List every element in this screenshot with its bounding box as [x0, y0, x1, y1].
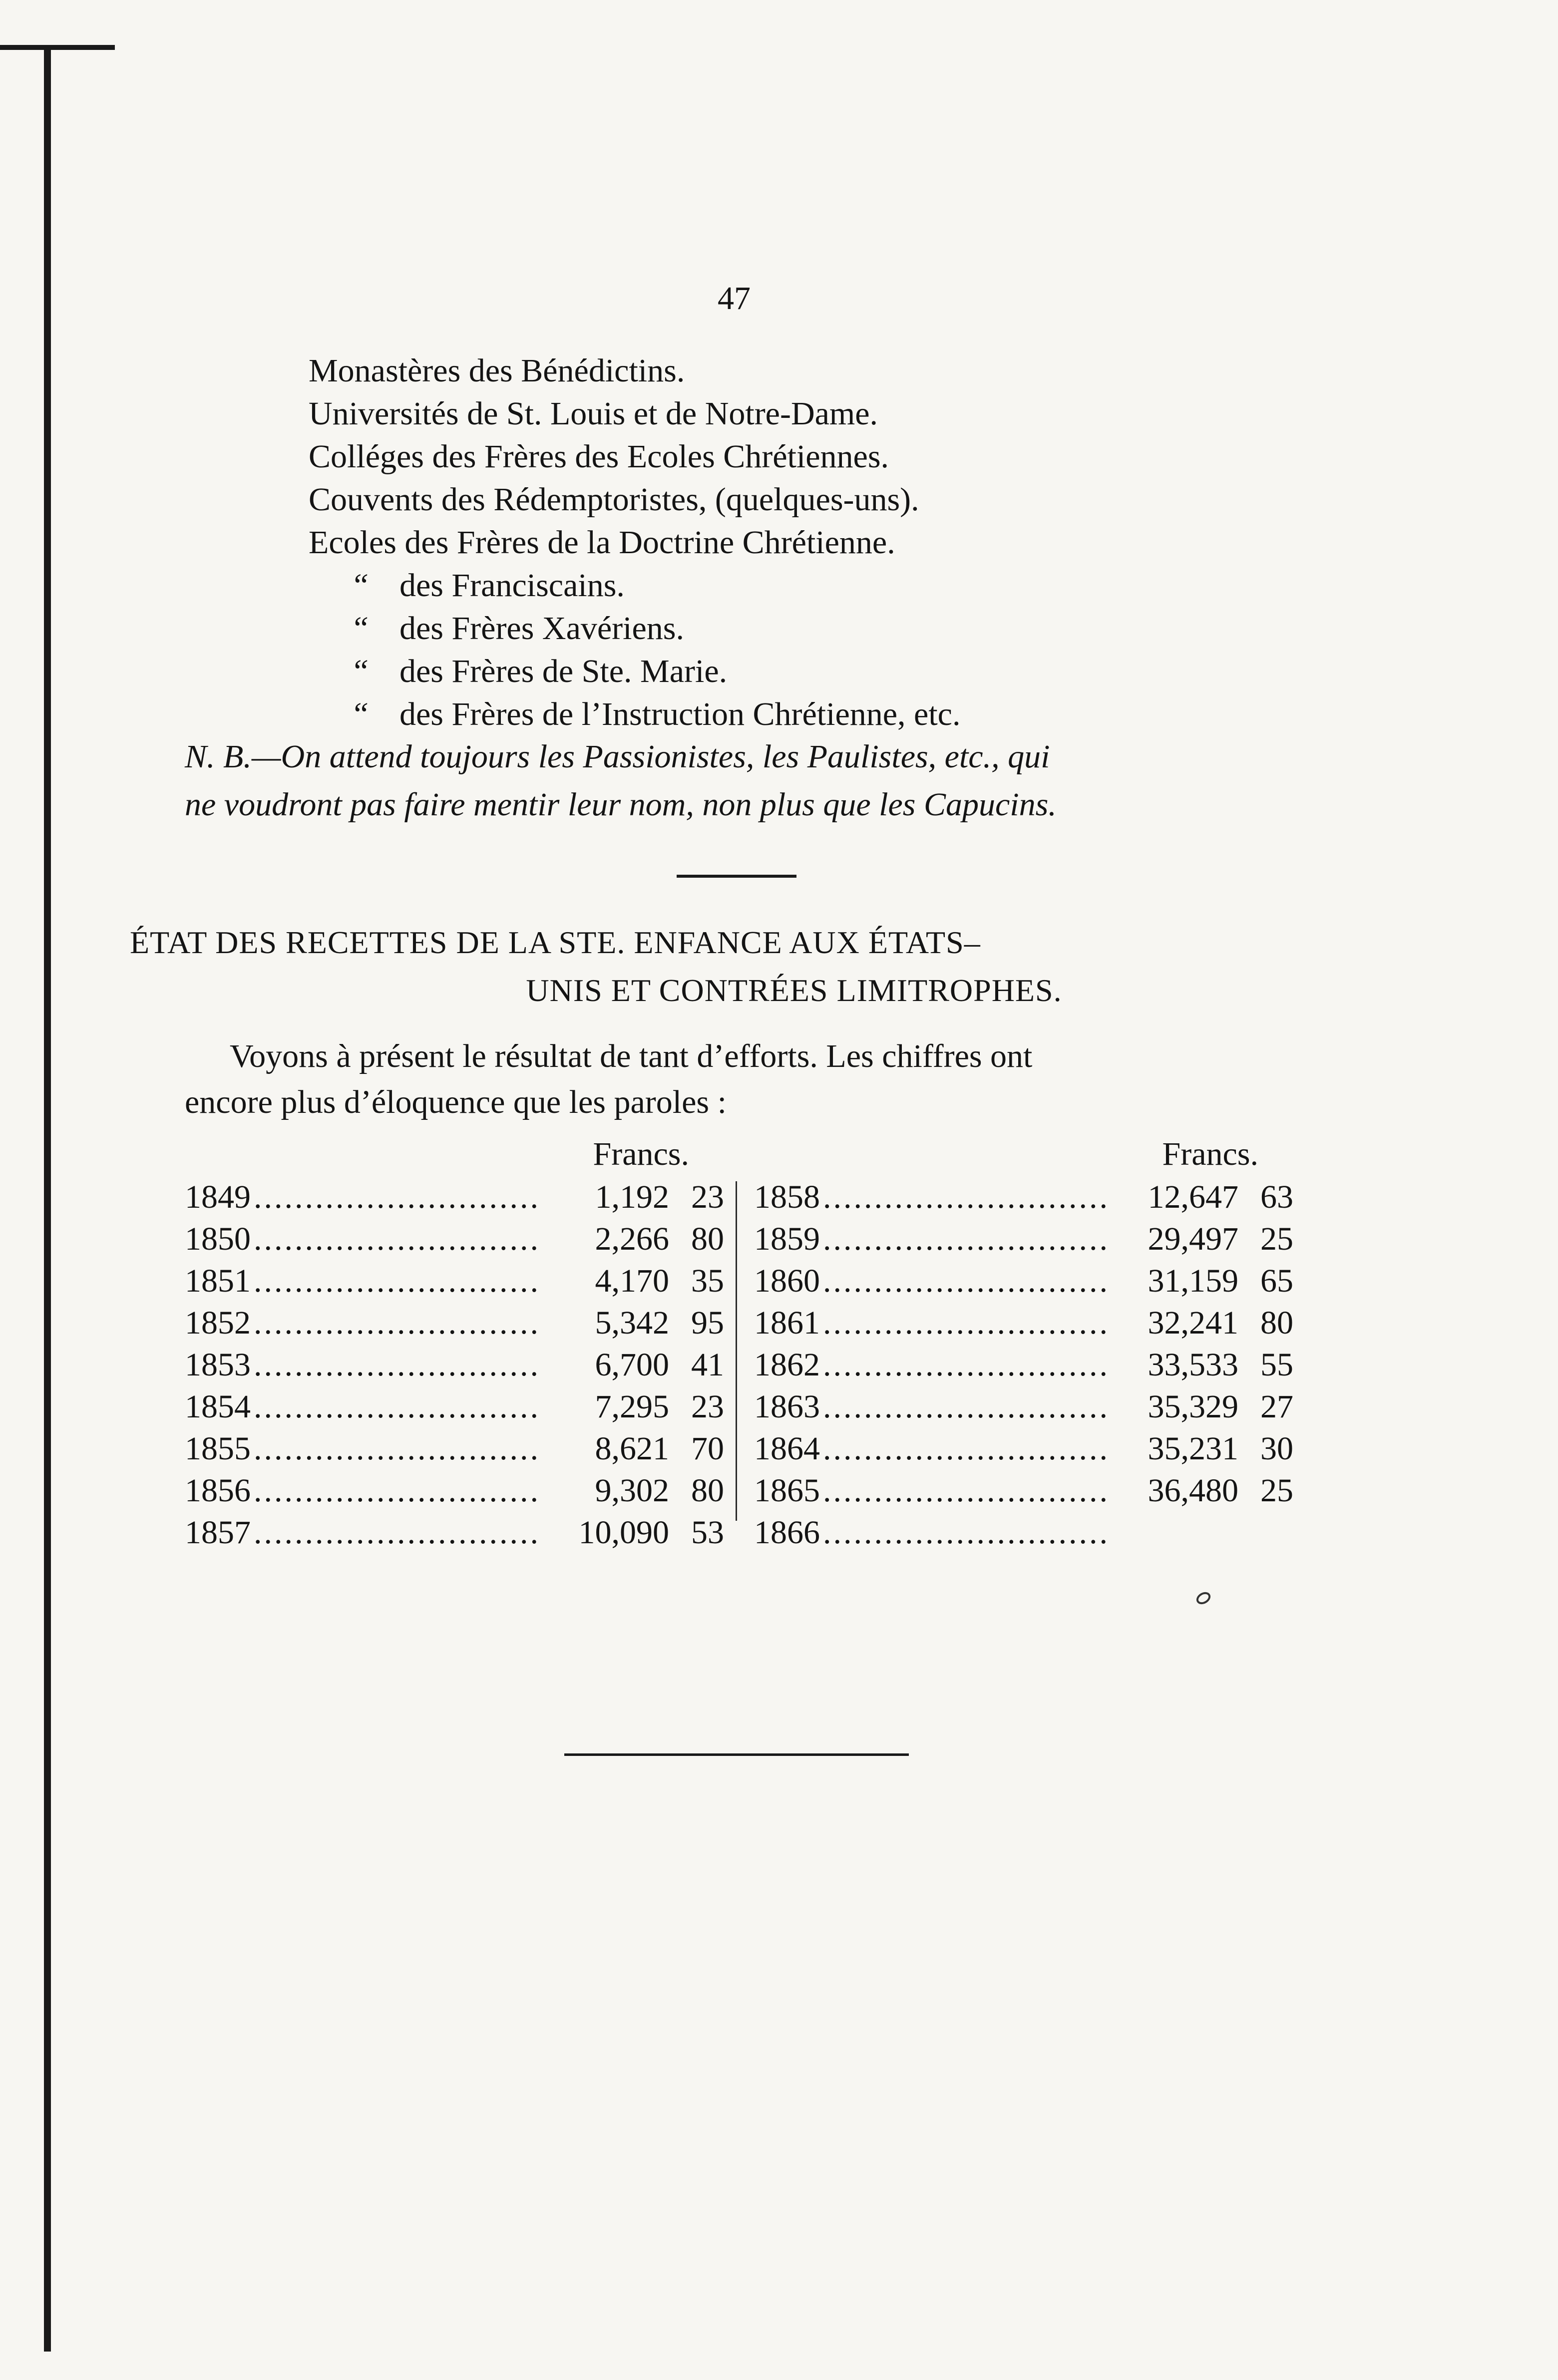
cents-cell: 80 — [691, 1221, 724, 1257]
dot-leader — [254, 1428, 536, 1470]
table-row — [185, 1470, 724, 1512]
table-row — [754, 1470, 1293, 1512]
intro-paragraph — [185, 1033, 1288, 1125]
year-cell: 1856 — [185, 1472, 251, 1509]
note-prefix: N. B. — [185, 738, 252, 775]
heading-line-2: UNIS ET CONTRÉES LIMITROPHES. — [526, 973, 1062, 1008]
amount-cell: 5,342 — [595, 1305, 669, 1341]
cents-cell: 25 — [1260, 1221, 1293, 1257]
year-cell: 1853 — [185, 1347, 251, 1383]
amount-cell: 1,192 — [595, 1179, 669, 1215]
list-item — [309, 349, 960, 392]
dot-leader — [254, 1260, 536, 1302]
table-row — [185, 1260, 724, 1302]
table-row — [185, 1302, 724, 1344]
amount-cell: 6,700 — [595, 1347, 669, 1383]
nota-bene — [185, 733, 1283, 829]
note-line-1: —On attend toujours les Passionistes, les Paulistes, etc., qui — [251, 738, 1050, 775]
list-item — [309, 392, 960, 435]
cents-cell: 53 — [691, 1514, 724, 1551]
ditto-mark: “ — [351, 653, 369, 689]
column-divider — [736, 1181, 737, 1521]
table-row — [754, 1260, 1293, 1302]
amount-cell: 7,295 — [595, 1388, 669, 1425]
ink-speck — [1194, 1590, 1213, 1607]
list-item-text: Colléges des Frères des Ecoles Chrétiennes. — [309, 438, 889, 475]
year-cell: 1855 — [185, 1430, 251, 1467]
year-cell: 1864 — [754, 1430, 820, 1467]
amount-cell: 9,302 — [595, 1472, 669, 1509]
year-cell: 1852 — [185, 1305, 251, 1341]
list-item-text: des Franciscains. — [399, 567, 625, 604]
table-row — [185, 1218, 724, 1260]
institution-list — [309, 349, 960, 736]
dot-leader — [254, 1344, 536, 1386]
table-row — [754, 1302, 1293, 1344]
list-item — [309, 693, 960, 736]
year-cell: 1854 — [185, 1388, 251, 1425]
dot-leader — [254, 1512, 536, 1554]
cents-cell: 35 — [691, 1263, 724, 1299]
cents-cell: 80 — [691, 1472, 724, 1509]
table-row — [185, 1176, 724, 1218]
list-item — [309, 435, 960, 478]
list-item-text: Monastères des Bénédictins. — [309, 352, 685, 389]
amount-cell: 12,647 — [1148, 1179, 1238, 1215]
intro-line-1: Voyons à présent le résultat de tant d’efforts. Les chiffres ont — [230, 1038, 1033, 1074]
binding-edge-top — [0, 45, 115, 50]
table-row — [185, 1428, 724, 1470]
cents-cell: 95 — [691, 1305, 724, 1341]
dot-leader — [823, 1218, 1106, 1260]
dot-leader — [823, 1302, 1106, 1344]
cents-cell: 25 — [1260, 1472, 1293, 1509]
table-column-right — [754, 1133, 1293, 1554]
list-item — [309, 478, 960, 521]
dot-leader — [823, 1344, 1106, 1386]
amount-cell: 29,497 — [1148, 1221, 1238, 1257]
cents-cell: 23 — [691, 1179, 724, 1215]
section-heading — [0, 919, 1558, 1015]
list-item — [309, 607, 960, 650]
cents-cell: 27 — [1260, 1388, 1293, 1425]
table-column-left — [185, 1133, 724, 1554]
amount-cell: 2,266 — [595, 1221, 669, 1257]
list-item — [309, 521, 960, 564]
list-item-text: des Frères Xavériens. — [399, 610, 684, 647]
table-row — [185, 1386, 724, 1428]
note-line-2: ne voudront pas faire mentir leur nom, non plus que les Capucins. — [185, 786, 1057, 823]
currency-header: Francs. — [1162, 1136, 1258, 1172]
dot-leader — [823, 1176, 1106, 1218]
dot-leader — [823, 1512, 1106, 1554]
year-cell: 1859 — [754, 1221, 820, 1257]
amount-cell: 35,329 — [1148, 1388, 1238, 1425]
cents-cell: 41 — [691, 1347, 724, 1383]
amount-cell: 8,621 — [595, 1430, 669, 1467]
amount-cell: 35,231 — [1148, 1430, 1238, 1467]
dot-leader — [254, 1302, 536, 1344]
list-item-text: Ecoles des Frères de la Doctrine Chrétienne. — [309, 524, 895, 561]
amount-cell: 4,170 — [595, 1263, 669, 1299]
amount-cell: 36,480 — [1148, 1472, 1238, 1509]
year-cell: 1851 — [185, 1263, 251, 1299]
cents-cell: 80 — [1260, 1305, 1293, 1341]
table-row — [754, 1428, 1293, 1470]
dot-leader — [254, 1386, 536, 1428]
list-item — [309, 564, 960, 607]
list-item — [309, 650, 960, 693]
table-row — [754, 1386, 1293, 1428]
table-row — [754, 1218, 1293, 1260]
year-cell: 1857 — [185, 1514, 251, 1551]
ditto-mark: “ — [351, 696, 369, 732]
ditto-mark: “ — [351, 610, 369, 647]
year-cell: 1858 — [754, 1179, 820, 1215]
year-cell: 1849 — [185, 1179, 251, 1215]
amount-cell: 33,533 — [1148, 1347, 1238, 1383]
dot-leader — [254, 1470, 536, 1512]
dot-leader — [823, 1428, 1106, 1470]
year-cell: 1866 — [754, 1514, 820, 1551]
cents-cell: 23 — [691, 1388, 724, 1425]
list-item-text: Couvents des Rédemptoristes, (quelques-uns). — [309, 481, 919, 518]
list-item-text: des Frères de l’Instruction Chrétienne, etc. — [399, 696, 961, 732]
cents-cell: 65 — [1260, 1263, 1293, 1299]
year-cell: 1863 — [754, 1388, 820, 1425]
amount-cell: 31,159 — [1148, 1263, 1238, 1299]
dot-leader — [823, 1386, 1106, 1428]
year-cell: 1860 — [754, 1263, 820, 1299]
dot-leader — [823, 1470, 1106, 1512]
end-rule — [564, 1753, 909, 1756]
cents-cell: 63 — [1260, 1179, 1293, 1215]
list-item-text: des Frères de Ste. Marie. — [399, 653, 728, 689]
table-row — [754, 1176, 1293, 1218]
ditto-mark: “ — [351, 567, 369, 604]
table-row — [185, 1344, 724, 1386]
section-divider — [677, 875, 796, 878]
year-cell: 1862 — [754, 1347, 820, 1383]
binding-edge — [44, 45, 51, 2352]
page-number: 47 — [718, 280, 751, 317]
dot-leader — [254, 1176, 536, 1218]
amount-cell: 10,090 — [578, 1514, 669, 1551]
year-cell: 1861 — [754, 1305, 820, 1341]
year-cell: 1850 — [185, 1221, 251, 1257]
list-item-text: Universités de St. Louis et de Notre-Dame. — [309, 395, 878, 432]
cents-cell: 55 — [1260, 1347, 1293, 1383]
currency-header: Francs. — [593, 1136, 689, 1172]
heading-line-1: ÉTAT DES RECETTES DE LA STE. ENFANCE AUX ÉTATS– — [130, 925, 981, 960]
amount-cell: 32,241 — [1148, 1305, 1238, 1341]
table-row — [754, 1512, 1293, 1554]
year-cell: 1865 — [754, 1472, 820, 1509]
dot-leader — [254, 1218, 536, 1260]
cents-cell: 30 — [1260, 1430, 1293, 1467]
table-row — [754, 1344, 1293, 1386]
intro-line-2: encore plus d’éloquence que les paroles : — [185, 1084, 727, 1120]
cents-cell: 70 — [691, 1430, 724, 1467]
dot-leader — [823, 1260, 1106, 1302]
table-row — [185, 1512, 724, 1554]
note-line — [185, 733, 1283, 781]
